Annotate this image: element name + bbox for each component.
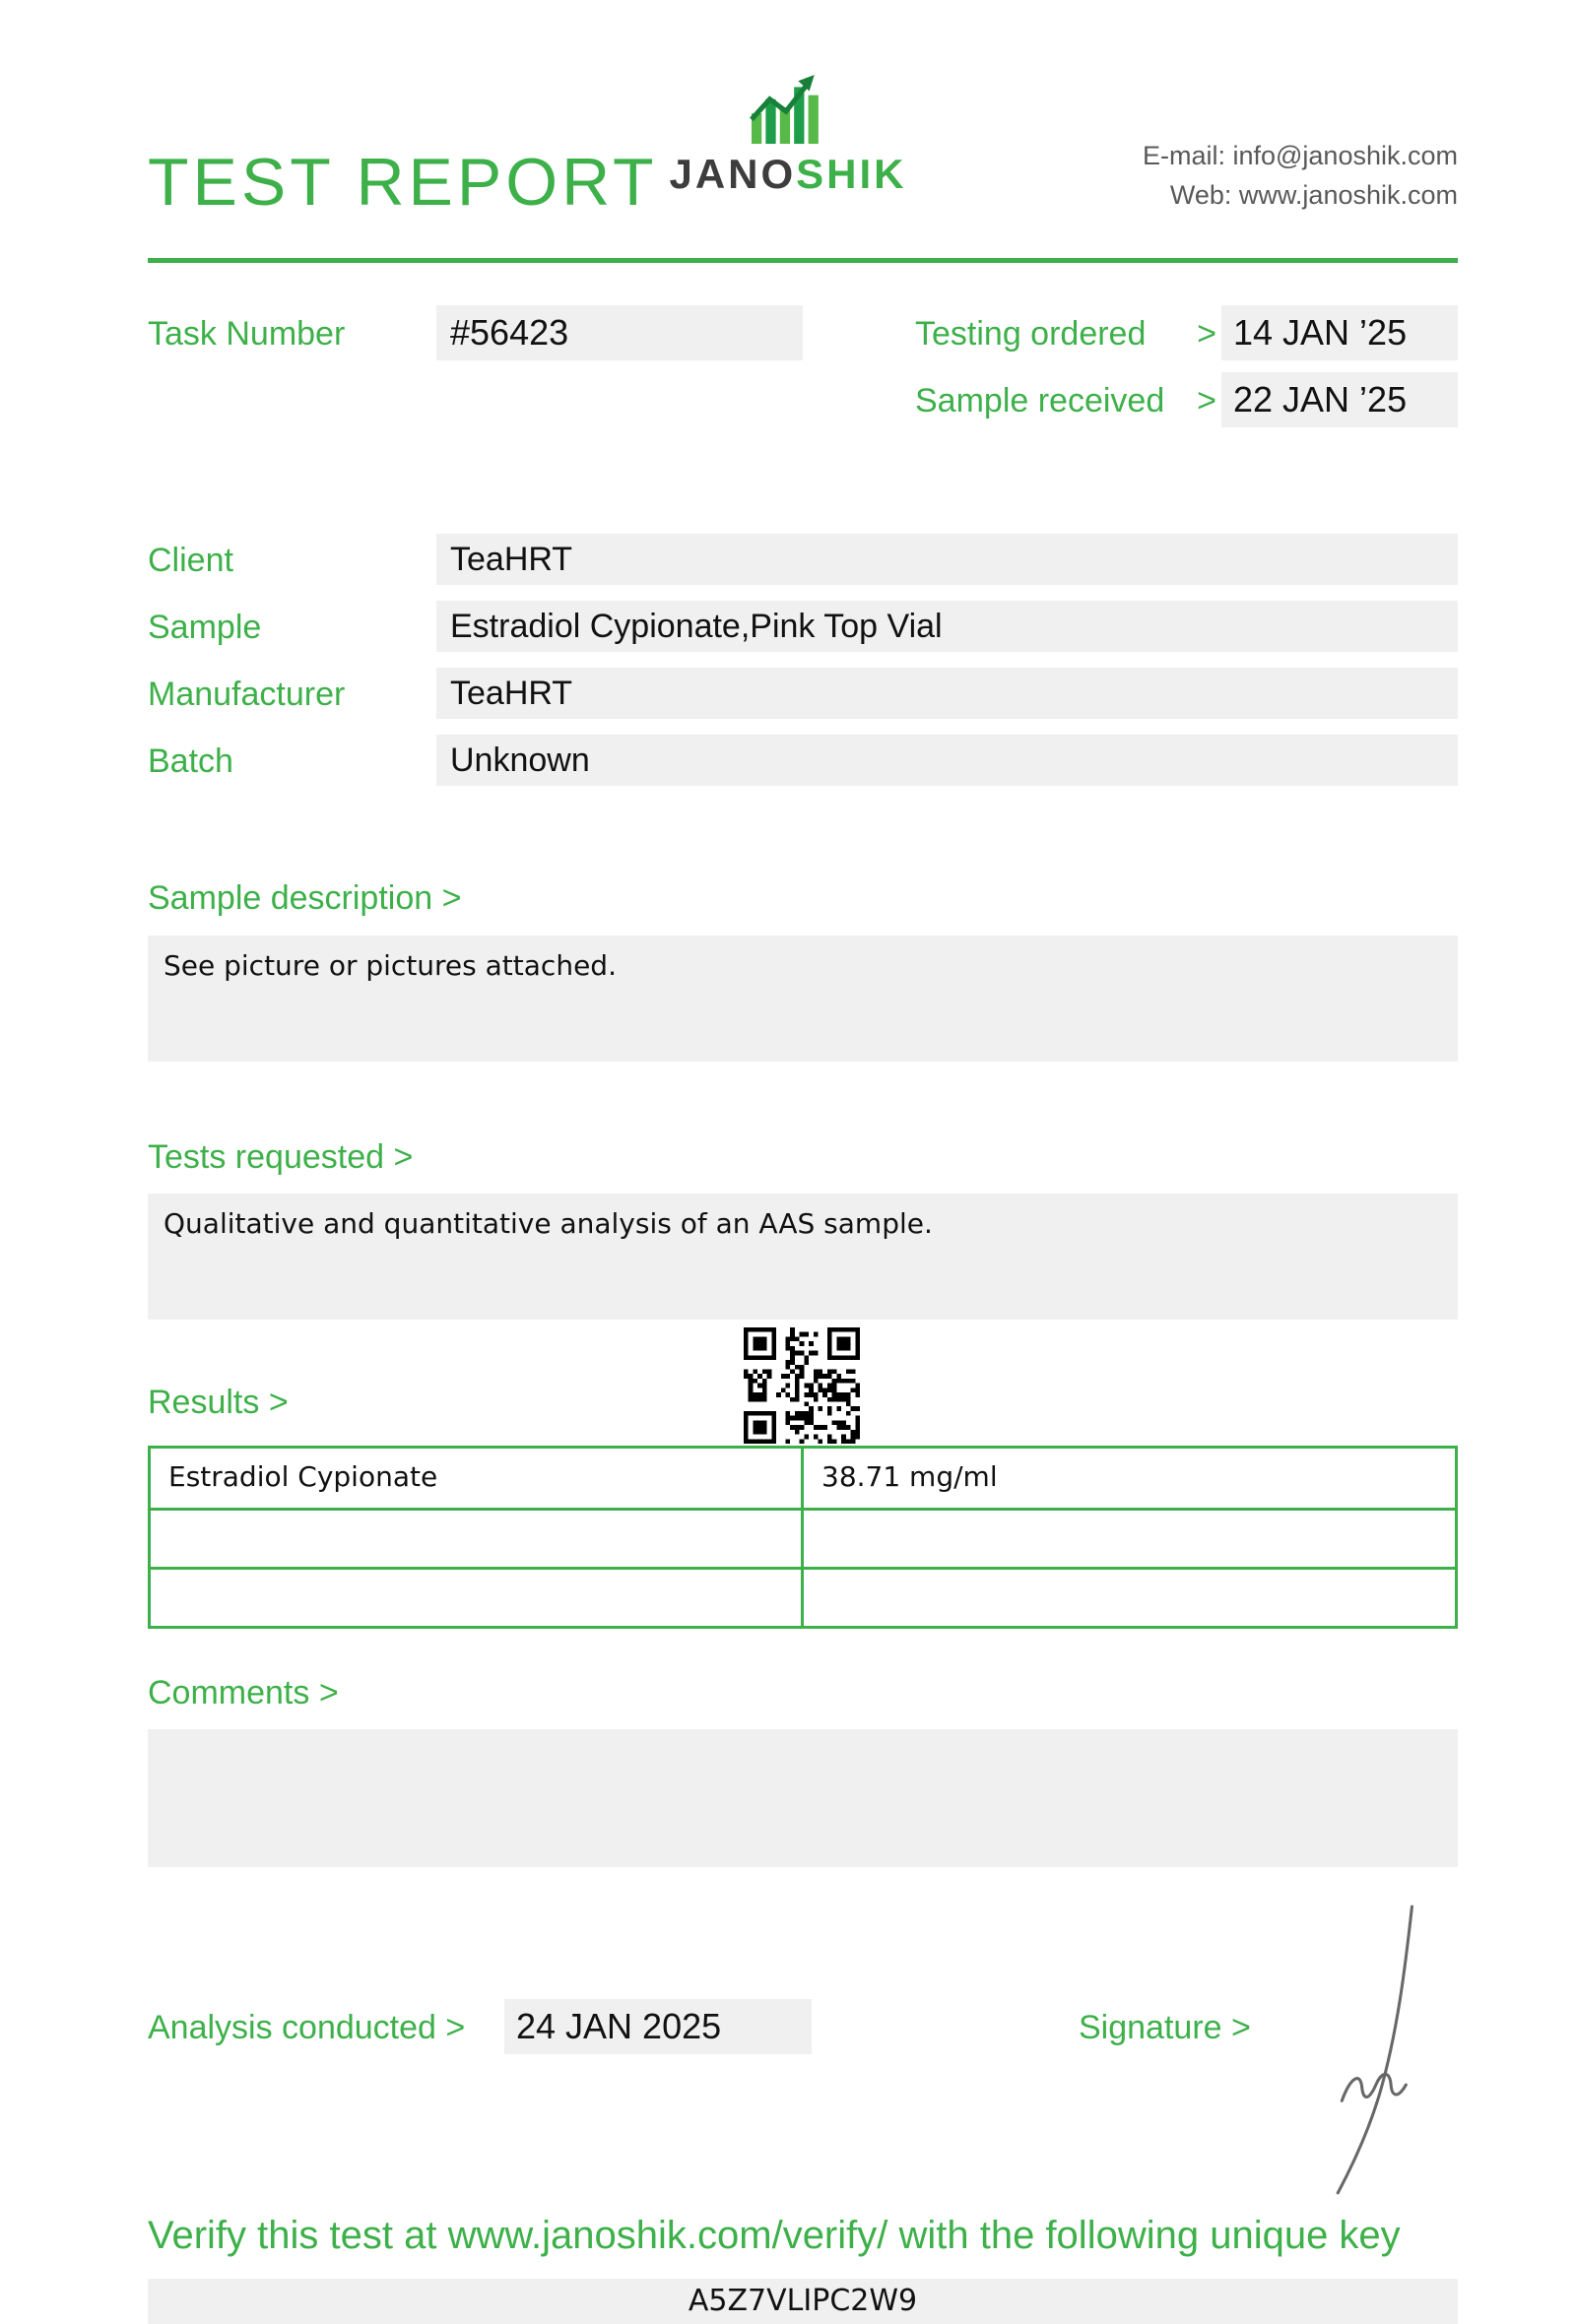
qr-code: [744, 1327, 860, 1444]
janoshik-logo: [645, 73, 931, 198]
manufacturer-label: Manufacturer: [148, 676, 346, 713]
testing-ordered-label: Testing ordered >: [915, 315, 1216, 353]
batch-label: Batch: [148, 742, 233, 780]
task-number-value: #56423: [450, 312, 569, 353]
unique-key-box: [148, 2279, 1458, 2324]
manufacturer-value: TeaHRT: [450, 675, 573, 712]
sample-box: [436, 601, 1458, 652]
contact-web: Web: www.janoshik.com: [1169, 180, 1458, 210]
result-value: [804, 1511, 1455, 1567]
comments-box: [148, 1729, 1458, 1867]
analysis-date-value: 24 JAN 2025: [516, 2006, 722, 2046]
comments-heading: Comments >: [148, 1674, 339, 1711]
result-value: [804, 1570, 1455, 1626]
sample-label: Sample: [148, 609, 262, 646]
manufacturer-box: [436, 668, 1458, 719]
table-row: [151, 1567, 1455, 1626]
page-title: TEST REPORT: [148, 145, 658, 220]
logo-text-shik: SHIK: [796, 151, 907, 197]
tests-requested-heading: Tests requested >: [148, 1138, 414, 1176]
comments-text: [148, 1729, 1458, 1743]
table-row: [151, 1508, 1455, 1567]
result-substance: [151, 1511, 804, 1567]
analysis-date-box: [504, 1999, 812, 2054]
signature-label: Signature >: [1079, 2009, 1251, 2046]
signature-image: [1310, 1901, 1458, 2201]
contact-email: E-mail: info@janoshik.com: [1142, 141, 1458, 170]
bar-chart-icon: [747, 131, 829, 148]
sample-value: Estradiol Cypionate,Pink Top Vial: [450, 608, 943, 645]
client-label: Client: [148, 542, 233, 579]
batch-box: [436, 735, 1458, 786]
testing-ordered-box: [1221, 305, 1458, 360]
header-divider: [148, 258, 1458, 263]
table-row: [151, 1449, 1455, 1508]
sample-description-text: See picture or pictures attached.: [164, 949, 617, 982]
contact-info: [1143, 136, 1458, 215]
sample-received-box: [1221, 372, 1458, 427]
sample-description-box: [148, 936, 1458, 1062]
result-substance: [151, 1570, 804, 1626]
results-heading: Results >: [148, 1384, 289, 1421]
tests-requested-box: [148, 1194, 1458, 1320]
unique-key-value: A5Z7VLIPC2W9: [688, 2284, 918, 2318]
results-table: [148, 1446, 1458, 1629]
client-box: [436, 534, 1458, 585]
tests-requested-text: Qualitative and quantitative analysis of an AAS sample.: [164, 1207, 933, 1240]
task-number-box: [436, 305, 803, 360]
batch-value: Unknown: [450, 742, 590, 779]
task-number-label: Task Number: [148, 315, 346, 353]
verify-text: Verify this test at www.janoshik.com/verify/ with the following unique key: [148, 2214, 1401, 2257]
sample-received-value: 22 JAN ’25: [1233, 379, 1408, 420]
testing-ordered-value: 14 JAN ’25: [1233, 312, 1408, 353]
arrow-glyph: >: [1197, 382, 1216, 420]
result-substance: Estradiol Cypionate: [151, 1449, 804, 1508]
client-value: TeaHRT: [450, 541, 573, 578]
logo-wordmark: [645, 151, 931, 198]
analysis-conducted-label: Analysis conducted >: [148, 2009, 466, 2046]
logo-text-jano: JANO: [669, 151, 797, 197]
sample-description-heading: Sample description >: [148, 879, 462, 917]
result-value: 38.71 mg/ml: [821, 1460, 998, 1493]
arrow-glyph: >: [1197, 315, 1216, 353]
sample-received-label: Sample received >: [915, 382, 1216, 420]
